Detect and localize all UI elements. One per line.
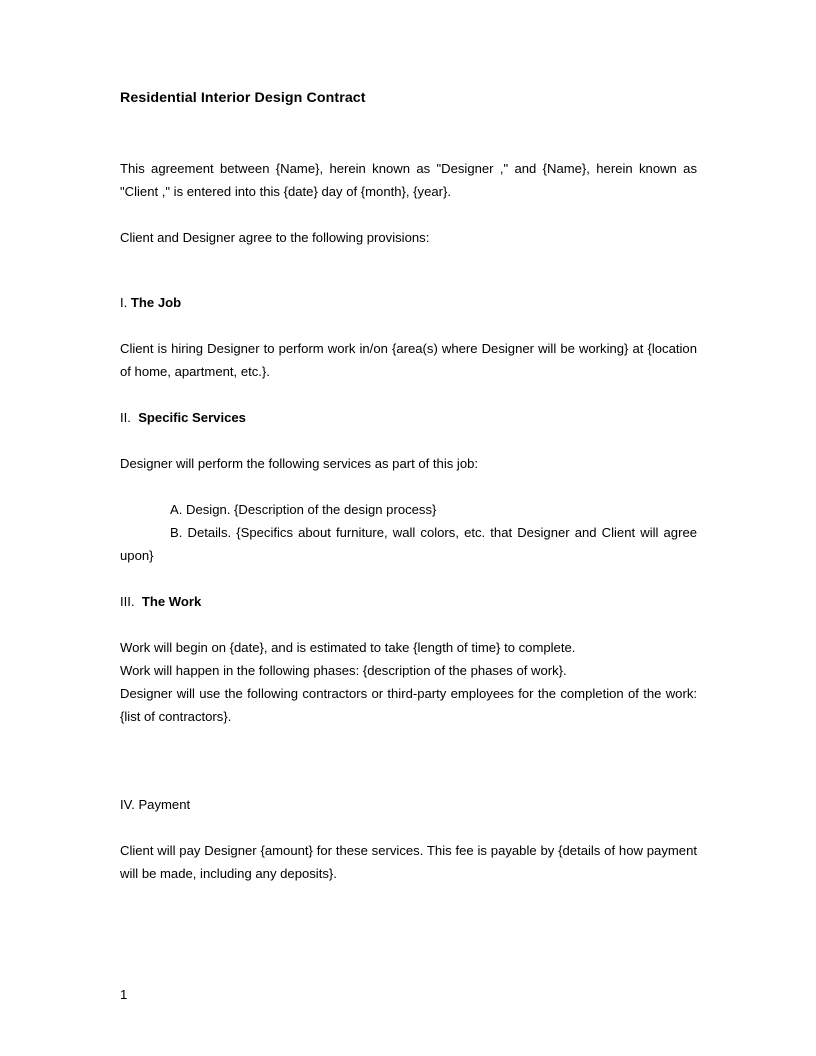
section-heading-1 — [120, 291, 697, 314]
section-title-2: Specific Services — [138, 410, 246, 425]
section-title-3: The Work — [141, 594, 202, 609]
spacer-after-heading-1 — [120, 314, 697, 337]
section-body-2: Designer will perform the following services as part of this job: — [120, 456, 479, 471]
page-number: 1 — [120, 987, 128, 1002]
section-number-3: III. — [120, 594, 135, 609]
section-heading-2 — [120, 406, 697, 429]
spacer-after-heading-4 — [120, 816, 697, 839]
intro-agreement-paragraph: This agreement between {Name}, herein known as "Designer ," and {Name}, herein known as "Client ," is entered into this {date} day of {month}, {year}. — [120, 161, 697, 199]
list-item-text: Details. {Specifics about furniture, wall colors, etc. that Designer and Client will agree upon} — [120, 525, 698, 563]
spacer-before-list — [120, 475, 697, 498]
section-title-4: Payment — [138, 797, 191, 812]
list-item — [120, 521, 697, 567]
intro-provisions-lead: Client and Designer agree to the following provisions: — [120, 230, 430, 245]
list-item-text: Design. {Description of the design process} — [186, 502, 437, 517]
section-title-1: The Job — [130, 295, 182, 310]
spacer-after-heading-2 — [120, 429, 697, 452]
work-line-3: Designer will use the following contractors or third-party employees for the completion of the work: {list of contractors}. — [120, 686, 697, 724]
work-line-1: Work will begin on {date}, and is estimated to take {length of time} to complete. — [120, 640, 576, 655]
spacer-before-section-2 — [120, 383, 697, 406]
section-number-4: IV. — [120, 797, 135, 812]
section-number-2: II. — [120, 410, 131, 425]
spacer-before-section-4 — [120, 728, 697, 793]
list-item-label: A. — [170, 502, 183, 517]
section-heading-3 — [120, 590, 697, 613]
work-line-2: Work will happen in the following phases: {description of the phases of work}. — [120, 663, 567, 678]
section-body-1: Client is hiring Designer to perform work in/on {area(s) where Designer will be working} at {location of home, apartment, etc.}. — [120, 341, 697, 379]
spacer-before-section-1 — [120, 249, 697, 291]
document-body — [120, 88, 697, 885]
section-heading-4 — [120, 793, 697, 816]
specific-services-list — [120, 498, 697, 567]
spacer-before-section-3 — [120, 567, 697, 590]
spacer-after-heading-3 — [120, 613, 697, 636]
page-title: Residential Interior Design Contract — [120, 90, 366, 106]
section-body-4: Client will pay Designer {amount} for these services. This fee is payable by {details of how payment will be made, including any deposits}. — [120, 843, 697, 881]
list-item — [120, 498, 697, 521]
spacer-after-title — [120, 108, 697, 157]
section-number-1: I. — [120, 295, 128, 310]
list-item-label: B. — [170, 525, 183, 540]
spacer-intro — [120, 203, 697, 226]
section-body-3 — [120, 636, 697, 728]
